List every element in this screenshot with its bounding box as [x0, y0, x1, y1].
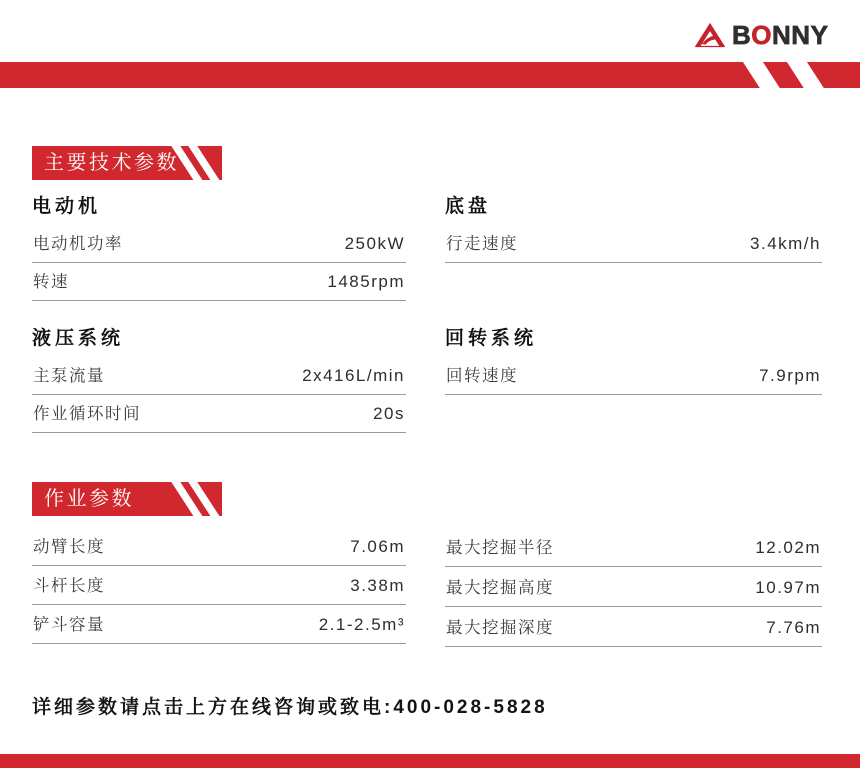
- wordmark-nny: NNY: [772, 20, 829, 50]
- spec-label: 转速: [33, 273, 69, 291]
- spec-row: [32, 357, 406, 395]
- spec-row: [445, 527, 822, 567]
- spec-row: [32, 263, 406, 301]
- spec-value: 7.9rpm: [759, 366, 821, 385]
- spec-label: 斗杆长度: [33, 577, 105, 595]
- spec-label: 最大挖掘深度: [446, 619, 554, 637]
- spec-value: 7.76m: [766, 618, 821, 637]
- bonny-triangle-icon: [694, 22, 726, 48]
- wordmark-o: O: [751, 20, 773, 50]
- spec-value: 7.06m: [350, 537, 405, 556]
- spec-group-chassis: [445, 196, 822, 263]
- spec-group-motor: [32, 196, 406, 301]
- spec-value: 2x416L/min: [302, 366, 405, 385]
- spec-row: [445, 225, 822, 263]
- spec-value: 250kW: [344, 234, 405, 253]
- diagonal-stripe: [783, 62, 829, 88]
- spec-label: 最大挖掘半径: [446, 539, 554, 557]
- spec-label: 最大挖掘高度: [446, 579, 554, 597]
- brand-logo: [694, 20, 828, 50]
- group-title: 电动机: [32, 196, 102, 217]
- spec-row: [32, 527, 406, 566]
- group-title: 底盘: [445, 196, 492, 217]
- spec-label: 回转速度: [446, 367, 518, 385]
- spec-label: 行走速度: [446, 235, 518, 253]
- spec-label: 动臂长度: [33, 538, 105, 556]
- spec-label: 主泵流量: [33, 367, 105, 385]
- spec-label: 作业循环时间: [33, 405, 141, 423]
- spec-value: 20s: [373, 404, 405, 423]
- spec-value: 3.4km/h: [750, 234, 821, 253]
- spec-value: 2.1-2.5m³: [318, 615, 405, 634]
- top-accent-bar: [0, 62, 860, 88]
- spec-row: [445, 607, 822, 647]
- spec-group-hydraulic: [32, 328, 406, 433]
- wordmark-b: B: [732, 20, 752, 50]
- spec-value: 3.38m: [350, 576, 405, 595]
- spec-row: [445, 567, 822, 607]
- work-params-right: [445, 527, 822, 647]
- spec-row: [445, 357, 822, 395]
- section-banner-main-specs: [32, 146, 222, 180]
- section-banner-label: 作业参数: [44, 488, 134, 510]
- section-banner-work-params: [32, 482, 222, 516]
- spec-value: 1485rpm: [327, 272, 405, 291]
- spec-label: 铲斗容量: [33, 616, 105, 634]
- group-title: 回转系统: [445, 328, 538, 349]
- spec-label: 电动机功率: [33, 235, 123, 253]
- section-banner-label: 主要技术参数: [44, 152, 179, 174]
- bottom-accent-bar: [0, 754, 860, 768]
- spec-value: 12.02m: [755, 538, 821, 557]
- spec-row: [32, 225, 406, 263]
- contact-line: 详细参数请点击上方在线咨询或致电:400-028-5828: [32, 697, 548, 718]
- brand-wordmark: [732, 20, 828, 50]
- group-title: 液压系统: [32, 328, 125, 349]
- work-params-left: [32, 527, 406, 644]
- spec-row: [32, 605, 406, 644]
- spec-row: [32, 566, 406, 605]
- diagonal-stripe: [739, 62, 785, 88]
- spec-row: [32, 395, 406, 433]
- spec-group-slewing: [445, 328, 822, 395]
- spec-value: 10.97m: [755, 578, 821, 597]
